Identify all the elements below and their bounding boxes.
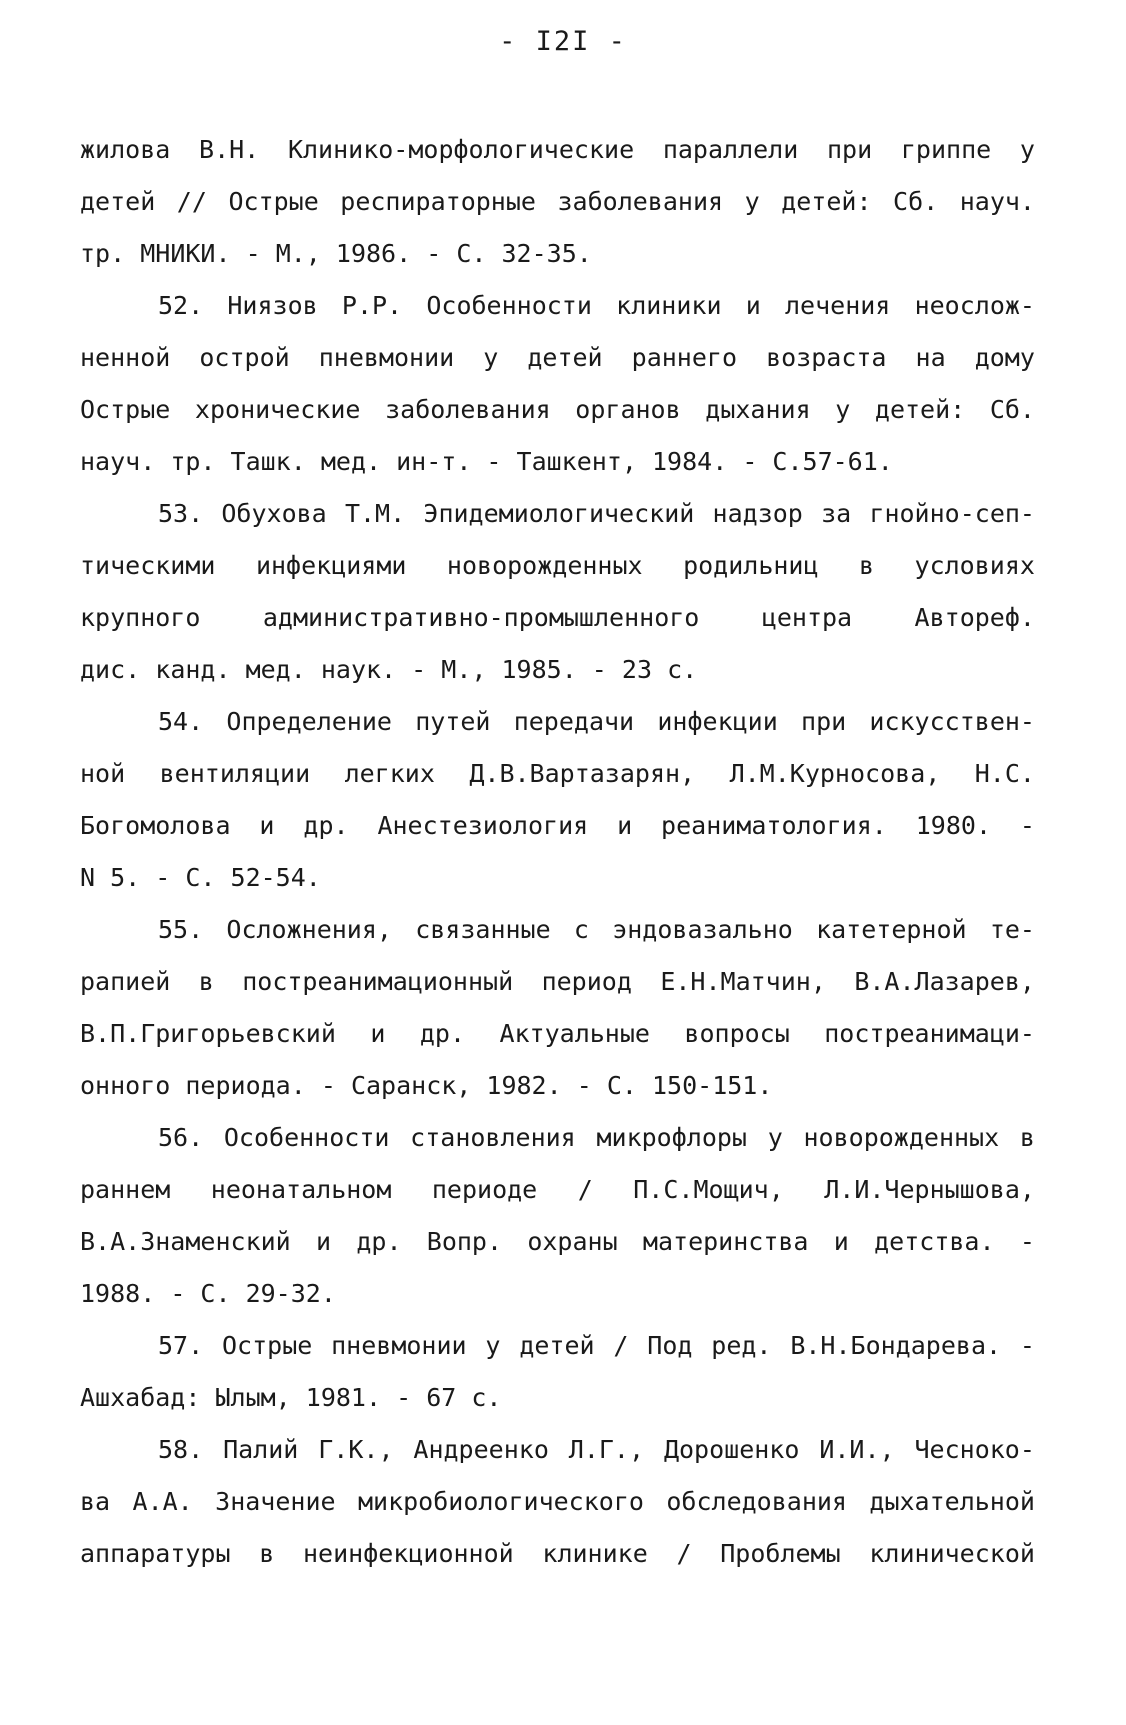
word: Актуальные — [499, 1019, 650, 1048]
text-line — [80, 1476, 1035, 1528]
page-number: - I2I - — [499, 26, 627, 57]
word: административно-промышленного — [262, 603, 700, 632]
word: инфекциями — [255, 551, 407, 580]
word: Автореф. — [914, 603, 1035, 632]
word: детства. — [874, 1227, 995, 1256]
word: В.А.Лазарев, — [854, 967, 1035, 996]
word: Эпидемиологический — [423, 499, 695, 528]
word: В.П.Григорьевский — [80, 1019, 336, 1048]
word: 29-32. — [245, 1279, 336, 1308]
word: Л.М.Курносова, — [729, 759, 941, 788]
text-line — [80, 904, 1035, 956]
word: Особенности — [223, 1123, 390, 1152]
word: - — [742, 447, 773, 476]
word: Л.Г., — [568, 1435, 645, 1464]
word: и — [833, 1227, 849, 1256]
word: реаниматология. — [661, 811, 887, 840]
word: у — [835, 395, 851, 424]
word: становления — [410, 1123, 576, 1152]
word: др. — [419, 1019, 465, 1048]
word: - — [591, 655, 622, 684]
word: 58. — [158, 1435, 204, 1464]
word: 67 — [426, 1383, 472, 1412]
word: возраста — [766, 343, 887, 372]
word: детей: — [874, 395, 966, 424]
word: 32-35. — [501, 239, 592, 268]
word: науч. — [959, 187, 1035, 216]
word: - — [486, 447, 517, 476]
word: 1980. — [915, 811, 991, 840]
word: острой — [199, 343, 290, 372]
word: ной — [80, 759, 126, 788]
word: Ашхабад: — [80, 1383, 216, 1412]
word: / — [577, 1175, 593, 1204]
word: Обухова — [221, 499, 327, 528]
word: с. — [471, 1383, 502, 1412]
word: новорожденных — [803, 1123, 1000, 1152]
text-line — [80, 1424, 1035, 1476]
word: у — [744, 187, 760, 216]
word: Клинико-морфологические — [287, 135, 635, 164]
word: 56. — [158, 1123, 204, 1152]
word: микрофлоры — [596, 1123, 747, 1152]
word: параллели — [662, 135, 799, 164]
text-line — [80, 1164, 1035, 1216]
word: тическими — [80, 551, 216, 580]
text-line — [80, 852, 1035, 904]
word: Значение — [215, 1487, 336, 1516]
word: тр. — [80, 239, 141, 268]
text-line — [80, 540, 1035, 592]
word: легких — [344, 759, 435, 788]
text-line — [80, 1112, 1035, 1164]
word: родильниц — [683, 551, 819, 580]
word: Ташкент, — [516, 447, 652, 476]
text-line — [80, 1320, 1035, 1372]
word: в — [198, 967, 214, 996]
word: гнойно-сеп- — [869, 499, 1035, 528]
text-line — [80, 1268, 1035, 1320]
word: 52. — [158, 291, 204, 320]
word: и — [316, 1227, 332, 1256]
word: Особенности — [426, 291, 592, 320]
word: и — [617, 811, 633, 840]
text-line — [80, 280, 1035, 332]
text-line — [80, 592, 1035, 644]
word: на — [915, 343, 946, 372]
word: заболевания — [557, 187, 724, 216]
word: М., — [441, 655, 502, 684]
word: С. — [606, 1071, 652, 1100]
word: катетерной — [816, 915, 967, 944]
word: детей: — [781, 187, 872, 216]
word: - — [170, 1279, 201, 1308]
word: А.А. — [132, 1487, 193, 1516]
word: - — [320, 1071, 351, 1100]
word: науч. — [80, 447, 171, 476]
word: онного — [80, 1071, 186, 1100]
text-line — [80, 332, 1035, 384]
text-line — [80, 1372, 1035, 1424]
word: пневмонии — [318, 343, 455, 372]
word: Анестезиология — [377, 811, 589, 840]
text-line — [80, 1060, 1035, 1112]
word: Палий — [223, 1435, 299, 1464]
word: - — [1019, 1331, 1035, 1360]
word: И.И., — [819, 1435, 895, 1464]
word: условиях — [914, 551, 1035, 580]
word: клинике — [542, 1539, 648, 1568]
text-line — [80, 1528, 1035, 1580]
word: дыхательной — [869, 1487, 1035, 1516]
text-line — [80, 488, 1035, 540]
word: лечения — [785, 291, 891, 320]
word: обследования — [666, 1487, 847, 1516]
word: Сб. — [893, 187, 939, 216]
word: инфекции — [657, 707, 778, 736]
word: у — [767, 1123, 783, 1152]
word: Острые — [80, 395, 171, 424]
word: Л.И.Чернышова, — [824, 1175, 1035, 1204]
word: детей — [80, 187, 156, 216]
text-line — [80, 384, 1035, 436]
word: раннем — [80, 1175, 171, 1204]
word: др. — [303, 811, 349, 840]
word: период — [541, 967, 632, 996]
word: В.Н.Бондарева. — [790, 1331, 1002, 1360]
word: пневмонии — [331, 1331, 467, 1360]
word: мед. — [245, 655, 321, 684]
word: ненной — [80, 343, 171, 372]
word: в — [859, 551, 875, 580]
word: неослож- — [914, 291, 1035, 320]
word: 1985. — [501, 655, 592, 684]
word: 5. — [110, 863, 156, 892]
word: клинической — [869, 1539, 1035, 1568]
word: Острые — [221, 1331, 313, 1360]
word: надзор — [712, 499, 803, 528]
word: С. — [456, 239, 502, 268]
word: Под — [647, 1331, 693, 1360]
word: хронические — [194, 395, 361, 424]
word: Андреенко — [413, 1435, 549, 1464]
word: искусствен- — [869, 707, 1035, 736]
word: с — [573, 915, 589, 944]
word: крупного — [80, 603, 201, 632]
text-line — [80, 800, 1035, 852]
text-line — [80, 1008, 1035, 1060]
word: С. — [185, 863, 231, 892]
text-line — [80, 436, 1035, 488]
word: Богомолова — [80, 811, 231, 840]
word: раннего — [631, 343, 738, 372]
word: те- — [989, 915, 1035, 944]
word: в — [1019, 1123, 1035, 1152]
word: передачи — [513, 707, 635, 736]
word: - — [1019, 811, 1035, 840]
word: периоде — [431, 1175, 538, 1204]
word: гриппе — [900, 135, 992, 164]
word: - — [411, 655, 442, 684]
word: В.А.Знаменский — [80, 1227, 291, 1256]
word: в — [259, 1539, 275, 1568]
word: Р.Р. — [341, 291, 403, 320]
word: постреанимационный — [242, 967, 514, 996]
word: постреанимаци- — [824, 1019, 1035, 1048]
word: детей — [527, 343, 603, 372]
word: тр. — [170, 447, 231, 476]
word: Н.С. — [974, 759, 1035, 788]
word: МНИКИ. — [140, 239, 246, 268]
word: Д.В.Вартазарян, — [469, 759, 696, 788]
word: у — [485, 1331, 501, 1360]
text-line — [80, 696, 1035, 748]
word: - — [426, 239, 457, 268]
word: Ташк. — [230, 447, 321, 476]
word: органов — [575, 395, 681, 424]
word: новорожденных — [446, 551, 643, 580]
word: // — [176, 187, 207, 216]
word: С. — [200, 1279, 246, 1308]
word: и — [370, 1019, 386, 1048]
word: 1982. — [486, 1071, 577, 1100]
word: жилова — [80, 135, 171, 164]
word: 55. — [158, 915, 204, 944]
word: / — [676, 1539, 692, 1568]
word: - — [245, 239, 276, 268]
word: Саранск, — [350, 1071, 487, 1100]
text-line — [80, 228, 1035, 280]
word: Чеснoко- — [914, 1435, 1035, 1464]
word: и — [745, 291, 761, 320]
word: ред. — [711, 1331, 772, 1360]
word: вопросы — [684, 1019, 790, 1048]
word: микробиологического — [357, 1487, 644, 1516]
word: материнства — [642, 1227, 809, 1256]
word: - — [1019, 1227, 1035, 1256]
word: дому — [974, 343, 1035, 372]
text-line — [80, 748, 1035, 800]
word: Сб. — [989, 395, 1035, 424]
word: П.С.Мощич, — [633, 1175, 784, 1204]
word: мед. — [320, 447, 397, 476]
word: эндовазально — [612, 915, 793, 944]
word: N — [80, 863, 111, 892]
word: С.57-61. — [772, 447, 893, 476]
word: ва — [80, 1487, 111, 1516]
word: у — [1019, 135, 1035, 164]
word: рапией — [80, 967, 171, 996]
word: / — [613, 1331, 629, 1360]
word: Ниязов — [227, 291, 318, 320]
word: заболевания — [385, 395, 551, 424]
word: - — [576, 1071, 607, 1100]
word: детей — [519, 1331, 595, 1360]
text-line — [80, 124, 1035, 176]
word: Острые — [228, 187, 319, 216]
word: вентиляции — [159, 759, 311, 788]
word: связанные — [415, 915, 551, 944]
word: центра — [761, 603, 853, 632]
word: клиники — [616, 291, 722, 320]
text-line — [80, 1216, 1035, 1268]
word: М., — [275, 239, 336, 268]
word: неонатальном — [210, 1175, 392, 1204]
word: периода. — [185, 1071, 321, 1100]
text-line — [80, 644, 1035, 696]
word: 23 — [621, 655, 668, 684]
word: и — [259, 811, 275, 840]
word: с. — [667, 655, 698, 684]
word: - — [155, 863, 186, 892]
word: Т.М. — [344, 499, 406, 528]
word: ин-т. — [396, 447, 487, 476]
word: 57. — [158, 1331, 204, 1360]
word: наук. — [320, 655, 412, 684]
word: 1984. — [652, 447, 743, 476]
word: 150-151. — [651, 1071, 773, 1100]
text-line — [80, 956, 1035, 1008]
word: Дорошенко — [663, 1435, 800, 1464]
word: 1981. — [305, 1383, 397, 1412]
word: аппаратуры — [80, 1539, 231, 1568]
word: Проблемы — [720, 1539, 841, 1568]
word: Е.Н.Матчин, — [660, 967, 826, 996]
text-line — [80, 176, 1035, 228]
word: Осложнения, — [226, 915, 392, 944]
word: при — [801, 707, 847, 736]
word: В.Н. — [199, 135, 260, 164]
word: охраны — [527, 1227, 618, 1256]
word: Ылым, — [215, 1383, 306, 1412]
word: дыхания — [705, 395, 811, 424]
word: 1988. — [80, 1279, 171, 1308]
word: путей — [415, 707, 491, 736]
word: Определение — [226, 707, 392, 736]
bibliography-text — [80, 124, 1035, 1580]
word: 53. — [158, 499, 204, 528]
word: дис. — [80, 655, 156, 684]
word: у — [483, 343, 499, 372]
word: др. — [356, 1227, 402, 1256]
word: Г.К., — [318, 1435, 394, 1464]
word: 52-54. — [230, 863, 321, 892]
word: 1986. — [335, 239, 427, 268]
word: 54. — [158, 707, 204, 736]
word: канд. — [155, 655, 246, 684]
word: неинфекционной — [302, 1539, 514, 1568]
word: респираторные — [340, 187, 536, 216]
word: Вопр. — [426, 1227, 503, 1256]
word: за — [821, 499, 852, 528]
word: - — [396, 1383, 427, 1412]
word: при — [827, 135, 873, 164]
